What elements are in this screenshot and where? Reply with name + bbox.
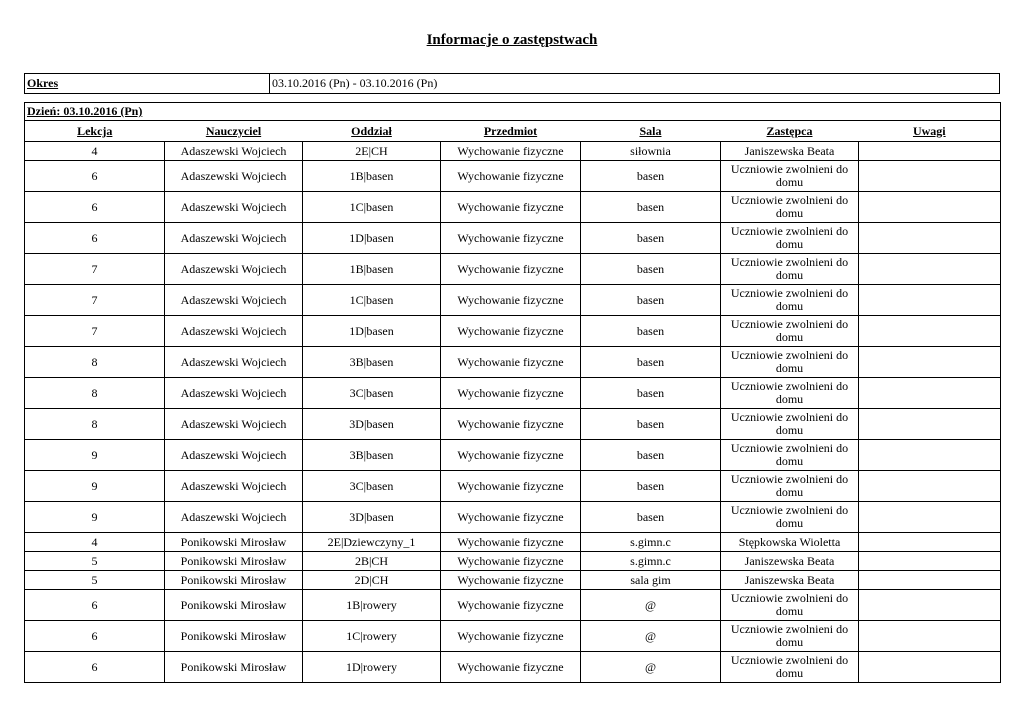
cell-przedmiot: Wychowanie fizyczne <box>441 161 581 192</box>
cell-lekcja: 7 <box>25 285 165 316</box>
day-label: Dzień: 03.10.2016 (Pn) <box>25 103 1001 121</box>
cell-nauczyciel: Ponikowski Mirosław <box>165 652 303 683</box>
cell-zastepca: Uczniowie zwolnieni do domu <box>721 254 859 285</box>
cell-oddzial: 2D|CH <box>303 571 441 590</box>
cell-oddzial: 1D|rowery <box>303 652 441 683</box>
page-title: Informacje o zastępstwach <box>426 32 598 48</box>
cell-zastepca: Uczniowie zwolnieni do domu <box>721 192 859 223</box>
cell-zastepca: Uczniowie zwolnieni do domu <box>721 621 859 652</box>
cell-zastepca: Uczniowie zwolnieni do domu <box>721 316 859 347</box>
cell-oddzial: 1B|rowery <box>303 590 441 621</box>
cell-przedmiot: Wychowanie fizyczne <box>441 471 581 502</box>
cell-lekcja: 8 <box>25 347 165 378</box>
table-row <box>25 347 1001 378</box>
cell-oddzial: 2E|CH <box>303 142 441 161</box>
table-row <box>25 254 1001 285</box>
table-row <box>25 502 1001 533</box>
cell-uwagi <box>859 347 1001 378</box>
cell-sala: basen <box>581 285 721 316</box>
cell-sala: basen <box>581 502 721 533</box>
cell-nauczyciel: Ponikowski Mirosław <box>165 571 303 590</box>
cell-lekcja: 4 <box>25 142 165 161</box>
cell-zastepca: Uczniowie zwolnieni do domu <box>721 285 859 316</box>
cell-uwagi <box>859 223 1001 254</box>
cell-przedmiot: Wychowanie fizyczne <box>441 223 581 254</box>
substitutions-table <box>24 102 1001 683</box>
cell-nauczyciel: Adaszewski Wojciech <box>165 502 303 533</box>
cell-sala: siłownia <box>581 142 721 161</box>
cell-nauczyciel: Ponikowski Mirosław <box>165 533 303 552</box>
cell-sala: @ <box>581 652 721 683</box>
period-label: Okres <box>25 74 270 94</box>
cell-nauczyciel: Adaszewski Wojciech <box>165 142 303 161</box>
column-header-row <box>25 121 1001 142</box>
table-row <box>25 285 1001 316</box>
cell-lekcja: 7 <box>25 254 165 285</box>
cell-oddzial: 1B|basen <box>303 161 441 192</box>
cell-zastepca: Janiszewska Beata <box>721 552 859 571</box>
cell-przedmiot: Wychowanie fizyczne <box>441 621 581 652</box>
cell-uwagi <box>859 571 1001 590</box>
table-row <box>25 471 1001 502</box>
cell-uwagi <box>859 409 1001 440</box>
cell-nauczyciel: Adaszewski Wojciech <box>165 347 303 378</box>
cell-uwagi <box>859 378 1001 409</box>
cell-zastepca: Stępkowska Wioletta <box>721 533 859 552</box>
cell-lekcja: 8 <box>25 409 165 440</box>
cell-sala: basen <box>581 254 721 285</box>
cell-oddzial: 1B|basen <box>303 254 441 285</box>
cell-nauczyciel: Adaszewski Wojciech <box>165 254 303 285</box>
table-row <box>25 571 1001 590</box>
column-header: Oddział <box>303 121 441 142</box>
cell-lekcja: 6 <box>25 590 165 621</box>
cell-uwagi <box>859 502 1001 533</box>
cell-sala: basen <box>581 223 721 254</box>
cell-uwagi <box>859 471 1001 502</box>
cell-nauczyciel: Ponikowski Mirosław <box>165 621 303 652</box>
cell-uwagi <box>859 552 1001 571</box>
cell-oddzial: 3C|basen <box>303 471 441 502</box>
cell-nauczyciel: Adaszewski Wojciech <box>165 378 303 409</box>
period-table <box>24 73 1000 94</box>
cell-nauczyciel: Adaszewski Wojciech <box>165 192 303 223</box>
cell-nauczyciel: Adaszewski Wojciech <box>165 409 303 440</box>
table-row <box>25 652 1001 683</box>
cell-przedmiot: Wychowanie fizyczne <box>441 590 581 621</box>
cell-przedmiot: Wychowanie fizyczne <box>441 440 581 471</box>
table-row <box>25 552 1001 571</box>
cell-przedmiot: Wychowanie fizyczne <box>441 378 581 409</box>
column-header: Zastępca <box>721 121 859 142</box>
table-row <box>25 621 1001 652</box>
cell-sala: basen <box>581 316 721 347</box>
cell-zastepca: Uczniowie zwolnieni do domu <box>721 440 859 471</box>
cell-lekcja: 5 <box>25 571 165 590</box>
cell-zastepca: Uczniowie zwolnieni do domu <box>721 378 859 409</box>
cell-przedmiot: Wychowanie fizyczne <box>441 316 581 347</box>
cell-sala: s.gimn.c <box>581 533 721 552</box>
table-row <box>25 161 1001 192</box>
cell-sala: @ <box>581 590 721 621</box>
cell-lekcja: 9 <box>25 440 165 471</box>
table-row <box>25 590 1001 621</box>
cell-sala: basen <box>581 409 721 440</box>
cell-uwagi <box>859 533 1001 552</box>
cell-przedmiot: Wychowanie fizyczne <box>441 409 581 440</box>
cell-oddzial: 1C|rowery <box>303 621 441 652</box>
cell-oddzial: 3D|basen <box>303 502 441 533</box>
column-header: Uwagi <box>859 121 1001 142</box>
cell-przedmiot: Wychowanie fizyczne <box>441 571 581 590</box>
cell-sala: basen <box>581 161 721 192</box>
cell-sala: sala gim <box>581 571 721 590</box>
cell-uwagi <box>859 285 1001 316</box>
cell-zastepca: Uczniowie zwolnieni do domu <box>721 590 859 621</box>
cell-lekcja: 6 <box>25 652 165 683</box>
cell-przedmiot: Wychowanie fizyczne <box>441 533 581 552</box>
column-header: Lekcja <box>25 121 165 142</box>
cell-uwagi <box>859 142 1001 161</box>
cell-uwagi <box>859 192 1001 223</box>
cell-nauczyciel: Adaszewski Wojciech <box>165 161 303 192</box>
period-value: 03.10.2016 (Pn) - 03.10.2016 (Pn) <box>270 74 1000 94</box>
cell-oddzial: 1C|basen <box>303 192 441 223</box>
cell-zastepca: Uczniowie zwolnieni do domu <box>721 223 859 254</box>
table-row <box>25 378 1001 409</box>
cell-oddzial: 1C|basen <box>303 285 441 316</box>
cell-oddzial: 3B|basen <box>303 440 441 471</box>
cell-oddzial: 1D|basen <box>303 223 441 254</box>
cell-lekcja: 6 <box>25 621 165 652</box>
cell-przedmiot: Wychowanie fizyczne <box>441 552 581 571</box>
cell-uwagi <box>859 161 1001 192</box>
column-header: Nauczyciel <box>165 121 303 142</box>
cell-sala: basen <box>581 471 721 502</box>
cell-sala: basen <box>581 347 721 378</box>
cell-zastepca: Uczniowie zwolnieni do domu <box>721 652 859 683</box>
cell-przedmiot: Wychowanie fizyczne <box>441 652 581 683</box>
cell-oddzial: 2B|CH <box>303 552 441 571</box>
cell-lekcja: 7 <box>25 316 165 347</box>
cell-oddzial: 3C|basen <box>303 378 441 409</box>
cell-lekcja: 6 <box>25 223 165 254</box>
cell-sala: basen <box>581 192 721 223</box>
cell-uwagi <box>859 590 1001 621</box>
cell-sala: @ <box>581 621 721 652</box>
cell-nauczyciel: Ponikowski Mirosław <box>165 590 303 621</box>
cell-uwagi <box>859 316 1001 347</box>
cell-lekcja: 5 <box>25 552 165 571</box>
cell-uwagi <box>859 254 1001 285</box>
cell-nauczyciel: Adaszewski Wojciech <box>165 471 303 502</box>
cell-zastepca: Uczniowie zwolnieni do domu <box>721 347 859 378</box>
cell-uwagi <box>859 621 1001 652</box>
cell-sala: basen <box>581 378 721 409</box>
cell-lekcja: 4 <box>25 533 165 552</box>
cell-zastepca: Uczniowie zwolnieni do domu <box>721 471 859 502</box>
cell-nauczyciel: Ponikowski Mirosław <box>165 552 303 571</box>
table-row <box>25 192 1001 223</box>
table-row <box>25 223 1001 254</box>
cell-sala: s.gimn.c <box>581 552 721 571</box>
table-row <box>25 142 1001 161</box>
cell-przedmiot: Wychowanie fizyczne <box>441 142 581 161</box>
cell-lekcja: 9 <box>25 502 165 533</box>
cell-lekcja: 8 <box>25 378 165 409</box>
cell-uwagi <box>859 440 1001 471</box>
cell-przedmiot: Wychowanie fizyczne <box>441 285 581 316</box>
cell-nauczyciel: Adaszewski Wojciech <box>165 440 303 471</box>
cell-zastepca: Uczniowie zwolnieni do domu <box>721 409 859 440</box>
cell-oddzial: 3D|basen <box>303 409 441 440</box>
cell-oddzial: 3B|basen <box>303 347 441 378</box>
cell-zastepca: Uczniowie zwolnieni do domu <box>721 161 859 192</box>
table-row <box>25 533 1001 552</box>
column-header: Sala <box>581 121 721 142</box>
cell-zastepca: Janiszewska Beata <box>721 142 859 161</box>
cell-zastepca: Uczniowie zwolnieni do domu <box>721 502 859 533</box>
cell-przedmiot: Wychowanie fizyczne <box>441 347 581 378</box>
cell-przedmiot: Wychowanie fizyczne <box>441 192 581 223</box>
cell-nauczyciel: Adaszewski Wojciech <box>165 316 303 347</box>
cell-oddzial: 2E|Dziewczyny_1 <box>303 533 441 552</box>
cell-sala: basen <box>581 440 721 471</box>
table-row <box>25 316 1001 347</box>
cell-przedmiot: Wychowanie fizyczne <box>441 502 581 533</box>
period-row <box>25 74 1000 94</box>
cell-lekcja: 6 <box>25 192 165 223</box>
cell-uwagi <box>859 652 1001 683</box>
day-header-row <box>25 103 1001 121</box>
cell-zastepca: Janiszewska Beata <box>721 571 859 590</box>
cell-przedmiot: Wychowanie fizyczne <box>441 254 581 285</box>
table-row <box>25 440 1001 471</box>
column-header: Przedmiot <box>441 121 581 142</box>
cell-lekcja: 6 <box>25 161 165 192</box>
cell-nauczyciel: Adaszewski Wojciech <box>165 223 303 254</box>
cell-nauczyciel: Adaszewski Wojciech <box>165 285 303 316</box>
cell-oddzial: 1D|basen <box>303 316 441 347</box>
table-row <box>25 409 1001 440</box>
cell-lekcja: 9 <box>25 471 165 502</box>
